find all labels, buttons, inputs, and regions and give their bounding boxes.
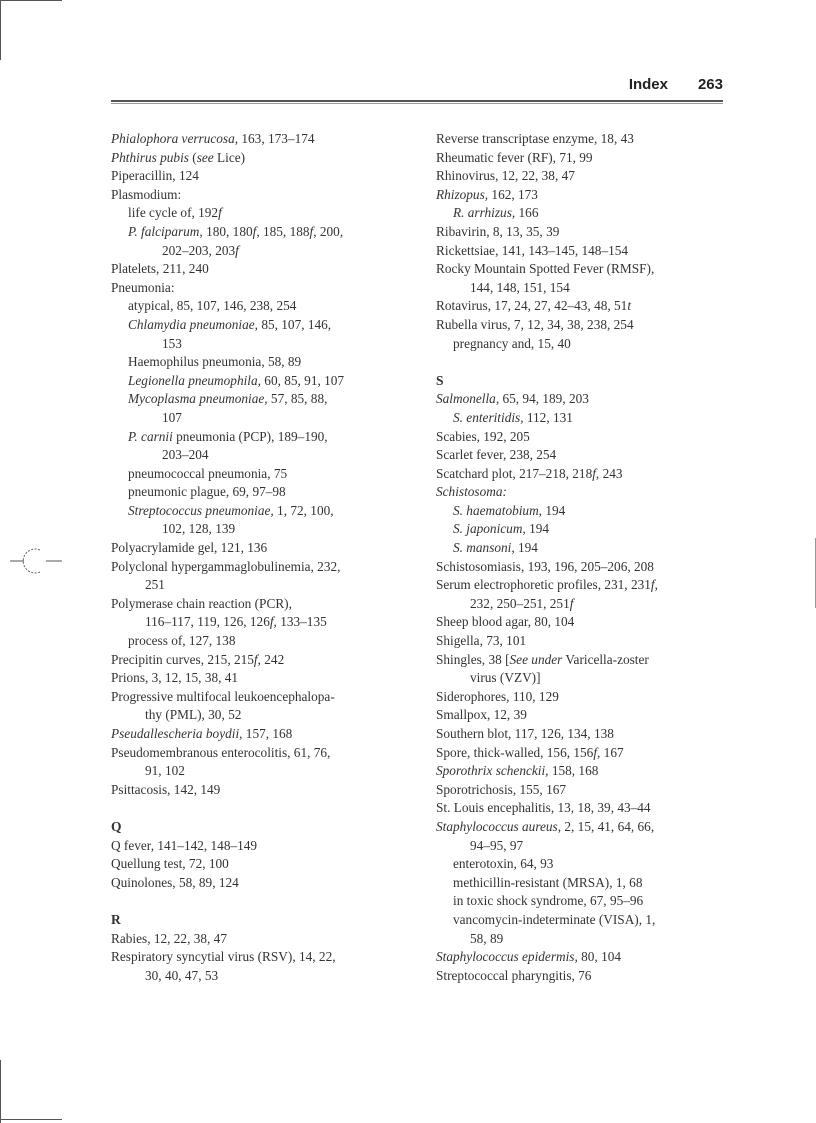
entry-text: f xyxy=(253,651,258,667)
entry-text: , 167 xyxy=(597,744,624,760)
entry-text: 163, 173–174 xyxy=(238,131,315,146)
index-entry xyxy=(436,669,736,688)
entry-text: Rabies, 12, 22, 38, 47 xyxy=(111,930,227,946)
entry-text: Scatchard plot, 217–218, 218 xyxy=(436,465,593,481)
index-entry xyxy=(436,967,736,986)
entry-text: , xyxy=(654,577,658,593)
entry-text: pneumonia (PCP), 189–190, xyxy=(172,428,328,444)
entry-text: Smallpox, 12, 39 xyxy=(436,707,527,723)
index-entry xyxy=(111,688,411,707)
section-gap xyxy=(436,353,736,372)
entry-text: Phthirus pubis xyxy=(111,149,189,165)
index-entry xyxy=(111,223,411,242)
index-entry xyxy=(436,204,736,223)
index-entry xyxy=(436,130,736,149)
entry-text: 180, 180 xyxy=(202,223,253,239)
index-entry xyxy=(436,892,736,911)
index-entry xyxy=(436,595,736,614)
index-entry xyxy=(111,706,411,725)
index-entry xyxy=(436,483,736,502)
index-entry xyxy=(111,465,411,484)
index-entry xyxy=(436,242,736,261)
entry-text: Pseudallescheria boydii, xyxy=(111,726,243,741)
index-entry xyxy=(111,762,411,781)
entry-text: P. falciparum, xyxy=(128,223,203,239)
running-header xyxy=(111,76,723,98)
entry-text: Precipitin curves, 215, 215 xyxy=(111,651,254,667)
entry-text: 162, 173 xyxy=(488,186,538,202)
index-entry xyxy=(111,558,411,577)
index-entry xyxy=(111,390,411,409)
entry-text: f xyxy=(269,614,274,630)
index-entry xyxy=(436,149,736,168)
entry-text: Rhizopus, xyxy=(436,186,489,202)
entry-text: f xyxy=(569,595,574,611)
entry-text: 1, 72, 100, xyxy=(273,502,334,518)
entry-text: 57, 85, 88, xyxy=(267,391,328,407)
entry-text: Lice) xyxy=(213,149,246,165)
index-entry xyxy=(111,204,411,223)
entry-text: in toxic shock syndrome, 67, 95–96 xyxy=(453,893,644,909)
entry-text: Pseudomembranous enterocolitis, 61, 76, xyxy=(111,744,331,760)
index-entry xyxy=(436,762,736,781)
entry-text: , 242 xyxy=(257,651,285,667)
index-entry xyxy=(111,632,411,651)
index-entry xyxy=(111,874,411,893)
index-entry xyxy=(436,930,736,949)
index-entry xyxy=(111,149,411,168)
entry-text: Chlamydia pneumoniae, xyxy=(128,316,258,332)
entry-text: process of, 127, 138 xyxy=(128,633,236,649)
entry-text: Plasmodium: xyxy=(111,186,182,202)
index-entry xyxy=(111,242,411,261)
entry-text: Prions, 3, 12, 15, 38, 41 xyxy=(111,670,239,686)
entry-text: Mycoplasma pneumoniae, xyxy=(128,391,268,407)
index-entry xyxy=(111,502,411,521)
entry-text: f xyxy=(235,242,239,258)
section-letter: R xyxy=(111,911,121,927)
entry-text: Staphylococcus aureus, xyxy=(436,818,562,834)
index-entry xyxy=(436,948,736,967)
entry-text: Legionella pneumophila, xyxy=(128,372,261,388)
entry-text: 194 xyxy=(542,502,566,518)
entry-text: Rickettsiae, 141, 143–145, 148–154 xyxy=(436,242,629,258)
index-entry xyxy=(436,279,736,298)
entry-text: Platelets, 211, 240 xyxy=(111,261,209,277)
entry-text: f xyxy=(252,223,257,239)
entry-text: 232, 250–251, 251 xyxy=(470,595,570,611)
index-entry xyxy=(111,725,411,744)
entry-text: 166 xyxy=(515,205,539,221)
entry-text: f xyxy=(309,223,314,239)
index-entry xyxy=(111,130,411,149)
index-entry xyxy=(111,744,411,763)
section-gap xyxy=(111,892,411,911)
entry-text: Scarlet fever, 238, 254 xyxy=(436,447,557,463)
crop-mark-top-vertical xyxy=(0,0,1,60)
registration-mark-icon xyxy=(10,544,62,578)
index-entry xyxy=(436,799,736,818)
entry-text: Pneumonia: xyxy=(111,279,175,295)
index-entry xyxy=(436,297,736,316)
entry-text: Siderophores, 110, 129 xyxy=(436,688,559,704)
index-entry xyxy=(436,409,736,428)
header-title: Index xyxy=(628,76,668,93)
section-letter: Q xyxy=(111,818,122,834)
index-entry xyxy=(436,167,736,186)
entry-text: Q fever, 141–142, 148–149 xyxy=(111,837,258,853)
entry-text: , 133–135 xyxy=(273,614,327,630)
index-entry xyxy=(111,186,411,205)
entry-text: , 243 xyxy=(595,465,623,481)
entry-text: 158, 168 xyxy=(548,763,599,779)
entry-text: Psittacosis, 142, 149 xyxy=(111,781,221,797)
entry-text: methicillin-resistant (MRSA), 1, 68 xyxy=(453,874,643,890)
index-entry xyxy=(436,390,736,409)
index-column-left xyxy=(111,130,411,985)
entry-text: Respiratory syncytial virus (RSV), 14, 22, xyxy=(111,949,336,965)
index-entry xyxy=(436,818,736,837)
header-rule xyxy=(111,100,723,102)
index-entry xyxy=(111,669,411,688)
entry-text: f xyxy=(650,577,655,593)
entry-text: Rotavirus, 17, 24, 27, 42–43, 48, 51 xyxy=(436,298,628,314)
index-entry xyxy=(111,409,411,428)
entry-text: see xyxy=(196,149,214,165)
header-rule-thin xyxy=(111,103,723,104)
page-number: 263 xyxy=(697,76,723,93)
index-entry xyxy=(436,335,736,354)
entry-text: 91, 102 xyxy=(145,763,185,779)
entry-text: 65, 94, 189, 203 xyxy=(499,391,589,407)
index-entry xyxy=(436,539,736,558)
index-entry xyxy=(111,837,411,856)
entry-text: 85, 107, 146, xyxy=(258,316,332,332)
entry-text: 60, 85, 91, 107 xyxy=(260,372,345,388)
index-entry xyxy=(111,353,411,372)
entry-text: 107 xyxy=(162,409,182,425)
index-entry xyxy=(436,911,736,930)
entry-text: thy (PML), 30, 52 xyxy=(145,707,242,723)
entry-text: R. arrhizus, xyxy=(453,205,516,221)
entry-text: Quellung test, 72, 100 xyxy=(111,856,229,872)
index-entry xyxy=(436,613,736,632)
index-entry xyxy=(111,428,411,447)
index-entry xyxy=(111,335,411,354)
index-entry xyxy=(111,316,411,335)
entry-text: See under xyxy=(509,651,563,667)
index-entry xyxy=(436,316,736,335)
index-entry xyxy=(111,167,411,186)
entry-text: , 185, 188 xyxy=(256,223,310,239)
entry-text: Quinolones, 58, 89, 124 xyxy=(111,874,239,890)
index-entry xyxy=(111,520,411,539)
entry-text: 58, 89 xyxy=(470,930,504,946)
entry-text: Streptococcal pharyngitis, 76 xyxy=(436,967,592,983)
index-entry xyxy=(111,855,411,874)
entry-text: Sheep blood agar, 80, 104 xyxy=(436,614,575,630)
index-entry xyxy=(111,446,411,465)
entry-text: Sporotrichosis, 155, 167 xyxy=(436,781,567,797)
entry-text: Rhinovirus, 12, 22, 38, 47 xyxy=(436,168,575,184)
entry-text: St. Louis encephalitis, 13, 18, 39, 43–44 xyxy=(436,800,651,816)
crop-mark-bottom xyxy=(0,1119,62,1120)
entry-text: 203–204 xyxy=(162,447,209,463)
entry-text: Serum electrophoretic profiles, 231, 231 xyxy=(436,577,651,593)
index-column-right xyxy=(436,130,736,985)
entry-text: S. enteritidis, xyxy=(453,409,524,425)
entry-text: Piperacillin, 124 xyxy=(111,168,199,184)
crop-mark-top xyxy=(0,0,62,1)
entry-text: 144, 148, 151, 154 xyxy=(470,279,570,295)
entry-text: S. mansoni, xyxy=(453,540,515,556)
entry-text: atypical, 85, 107, 146, 238, 254 xyxy=(128,298,297,314)
entry-text: 153 xyxy=(162,335,182,351)
entry-text: Shingles, 38 [ xyxy=(436,651,510,667)
index-entry xyxy=(111,539,411,558)
crop-mark-bottom-vertical xyxy=(0,1060,1,1123)
index-entry xyxy=(436,632,736,651)
index-entry xyxy=(111,576,411,595)
entry-text: f xyxy=(592,465,596,481)
entry-text: Polyclonal hypergammaglobulinemia, 232, xyxy=(111,558,341,574)
entry-text: Shigella, 73, 101 xyxy=(436,633,527,649)
entry-text: 251 xyxy=(145,577,165,593)
entry-text: Salmonella, xyxy=(436,391,500,407)
entry-text: f xyxy=(218,205,222,221)
entry-text: Phialophora verrucosa, xyxy=(111,131,239,146)
index-entry xyxy=(436,520,736,539)
index-entry xyxy=(111,595,411,614)
index-entry xyxy=(436,781,736,800)
index-entry xyxy=(436,502,736,521)
entry-text: 112, 131 xyxy=(523,409,573,425)
entry-text: t xyxy=(627,298,632,314)
entry-text: 80, 104 xyxy=(577,949,622,965)
entry-text: 102, 128, 139 xyxy=(162,521,236,537)
entry-text: Staphylococcus epidermis, xyxy=(436,949,578,965)
index-entry xyxy=(436,855,736,874)
index-entry xyxy=(111,613,411,632)
index-entry xyxy=(436,223,736,242)
entry-text: 30, 40, 47, 53 xyxy=(145,967,219,983)
index-entry xyxy=(436,576,736,595)
entry-text: Ribavirin, 8, 13, 35, 39 xyxy=(436,223,560,239)
index-entry xyxy=(436,186,736,205)
entry-text: pneumonic plague, 69, 97–98 xyxy=(128,484,286,500)
index-entry xyxy=(111,967,411,986)
index-entry xyxy=(111,930,411,949)
index-entry xyxy=(111,297,411,316)
index-entry xyxy=(111,372,411,391)
entry-text: Polyacrylamide gel, 121, 136 xyxy=(111,540,268,556)
entry-text: life cycle of, 192 xyxy=(128,205,219,221)
index-entry xyxy=(111,260,411,279)
entry-text: Polymerase chain reaction (PCR), xyxy=(111,595,292,611)
index-entry xyxy=(111,781,411,800)
entry-text: 2, 15, 41, 64, 66, xyxy=(561,818,655,834)
entry-text: 116–117, 119, 126, 126 xyxy=(145,614,270,630)
entry-text: vancomycin-indeterminate (VISA), 1, xyxy=(453,911,656,927)
index-entry xyxy=(436,688,736,707)
entry-text: Southern blot, 117, 126, 134, 138 xyxy=(436,726,614,741)
index-entry xyxy=(436,651,736,670)
entry-text: P. carnii xyxy=(128,428,173,444)
entry-text: Streptococcus pneumoniae, xyxy=(128,502,274,518)
entry-text: 202–203, 203 xyxy=(162,242,236,258)
index-entry xyxy=(111,651,411,670)
index-entry xyxy=(436,465,736,484)
entry-text: Rocky Mountain Spotted Fever (RMSF), xyxy=(436,261,655,277)
index-entry xyxy=(111,279,411,298)
entry-text: Haemophilus pneumonia, 58, 89 xyxy=(128,354,302,370)
entry-text: Sporothrix schenckii, xyxy=(436,763,549,779)
index-entry xyxy=(436,744,736,763)
entry-text: 194 xyxy=(514,540,538,556)
index-entry xyxy=(436,260,736,279)
index-entry xyxy=(436,706,736,725)
entry-text: 94–95, 97 xyxy=(470,837,524,853)
section-gap xyxy=(111,799,411,818)
entry-text: pregnancy and, 15, 40 xyxy=(453,335,571,351)
entry-text: Progressive multifocal leukoencephalopa- xyxy=(111,688,335,704)
section-letter: S xyxy=(436,372,444,388)
index-entry xyxy=(111,483,411,502)
entry-text: Rheumatic fever (RF), 71, 99 xyxy=(436,149,593,165)
entry-text: Spore, thick-walled, 156, 156 xyxy=(436,744,594,760)
entry-text: ( xyxy=(188,149,197,165)
entry-text: Rubella virus, 7, 12, 34, 38, 238, 254 xyxy=(436,316,634,332)
index-entry xyxy=(436,874,736,893)
entry-text: , 200, xyxy=(313,223,344,239)
index-entry xyxy=(436,558,736,577)
entry-text: Schistosoma: xyxy=(436,484,507,500)
entry-text: enterotoxin, 64, 93 xyxy=(453,856,554,872)
index-entry xyxy=(436,446,736,465)
entry-text: S. japonicum, xyxy=(453,521,526,537)
index-entry xyxy=(436,837,736,856)
entry-text: Reverse transcriptase enzyme, 18, 43 xyxy=(436,131,634,146)
entry-text: Scabies, 192, 205 xyxy=(436,428,530,444)
entry-text: virus (VZV)] xyxy=(470,670,541,686)
entry-text: Schistosomiasis, 193, 196, 205–206, 208 xyxy=(436,558,654,574)
entry-text: 157, 168 xyxy=(242,726,293,741)
entry-text: S. haematobium, xyxy=(453,502,543,518)
entry-text: f xyxy=(593,744,598,760)
entry-text: 194 xyxy=(525,521,550,537)
entry-text: pneumococcal pneumonia, 75 xyxy=(128,465,288,481)
index-entry xyxy=(436,725,736,744)
index-entry xyxy=(436,428,736,447)
index-entry xyxy=(111,948,411,967)
entry-text: Varicella-zoster xyxy=(562,651,649,667)
